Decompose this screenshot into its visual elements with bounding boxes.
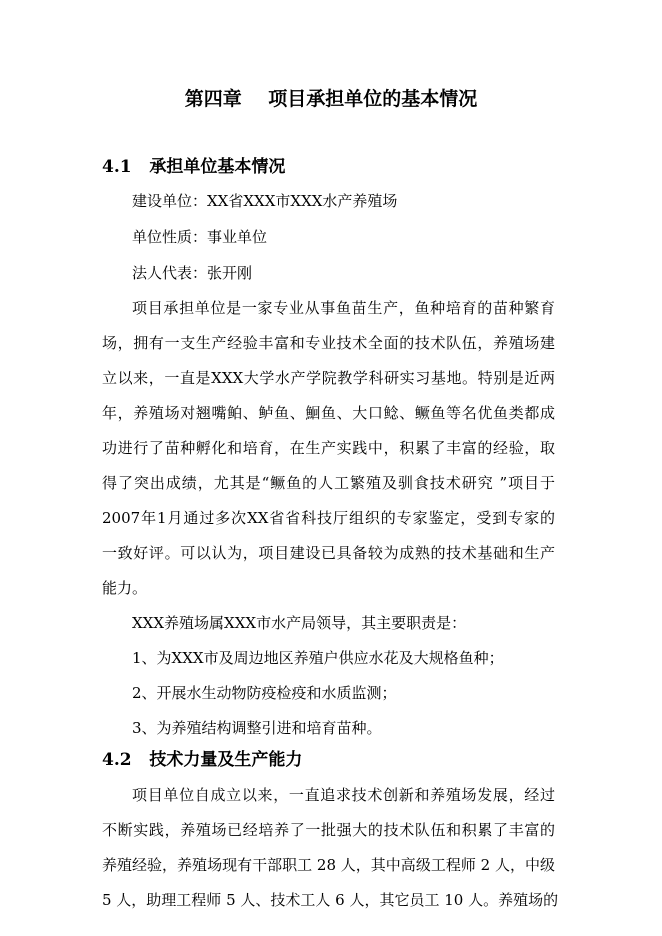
paragraph-line: 养殖经验，养殖场现有干部职工 28 人，其中高级工程师 2 人，中级 (102, 856, 555, 874)
duty-item: 2、开展水生动物防疫检疫和水质监测； (132, 684, 397, 702)
paragraph-line: 5 人，助理工程师 5 人、技术工人 6 人，其它员工 10 人。养殖场的 (102, 891, 559, 909)
paragraph-line: 功进行了苗种孵化和培育，在生产实践中，积累了丰富的经验，取 (102, 439, 555, 457)
field-legal-representative: 法人代表：张开刚 (132, 264, 253, 282)
paragraph-line: 2007年1月通过多次XX省省科技厅组织的专家鉴定，受到专家的 (102, 509, 555, 527)
paragraph-line: 年，养殖场对翘嘴鲌、鲈鱼、鮰鱼、大口鲶、鳜鱼等名优鱼类都成 (102, 404, 555, 422)
paragraph-line: 能力。 (102, 579, 148, 597)
section-heading-4-2: 4.2 技术力量及生产能力 (102, 750, 303, 770)
section-heading-4-1: 4.1 承担单位基本情况 (102, 157, 286, 177)
paragraph-line: 立以来，一直是XXX大学水产学院教学科研实习基地。特别是近两 (102, 369, 555, 387)
chapter-title: 第四章 项目承担单位的基本情况 (184, 88, 478, 110)
paragraph-line: 项目承担单位是一家专业从事鱼苗生产，鱼种培育的苗种繁育 (132, 299, 555, 317)
paragraph-line: 项目单位自成立以来，一直追求技术创新和养殖场发展，经过 (132, 786, 555, 804)
field-construction-unit: 建设单位：XX省XXX市XXX水产养殖场 (132, 192, 398, 210)
paragraph-line: 得了突出成绩，尤其是“鳜鱼的人工繁殖及驯食技术研究 ”项目于 (102, 474, 555, 492)
field-unit-nature: 单位性质：事业单位 (132, 228, 268, 246)
duties-intro: XXX养殖场属XXX市水产局领导，其主要职责是： (132, 614, 467, 632)
paragraph-line: 一致好评。可以认为，项目建设已具备较为成熟的技术基础和生产 (102, 544, 555, 562)
duty-item: 3、为养殖结构调整引进和培育苗种。 (132, 719, 382, 737)
paragraph-line: 场，拥有一支生产经验丰富和专业技术全面的技术队伍，养殖场建 (102, 334, 555, 352)
paragraph-line: 不断实践，养殖场已经培养了一批强大的技术队伍和积累了丰富的 (102, 821, 555, 839)
duty-item: 1、为XXX市及周边地区养殖户供应水花及大规格鱼种； (132, 649, 504, 667)
